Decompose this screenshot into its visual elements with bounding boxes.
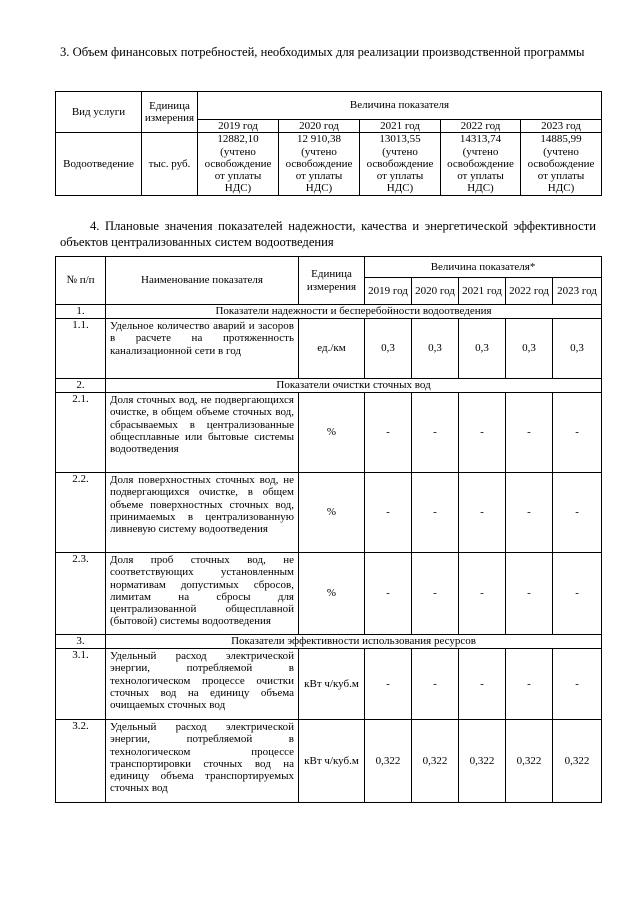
header-year: 2019 год [365,278,412,305]
table-row [56,319,602,379]
section-3-title: 3. Объем финансовых потребностей, необходимых для реализации производственной программы [60,45,585,59]
row-value: - [365,473,412,553]
header-year: 2021 год [459,278,506,305]
row-value: - [553,393,602,473]
row-num: 3.1. [56,649,106,720]
table-row [56,720,602,803]
header-year: 2020 год [279,120,360,133]
row-name: Удельный расход электрической энергии, потребляемой в технологическом процессе очистки сточных вод на единицу объема очищаемых сточных вод [106,649,299,720]
row-value: - [553,649,602,720]
group-title: Показатели надежности и бесперебойности водоотведения [106,305,602,319]
header-num: № п/п [56,257,106,305]
row-value: 0,322 [506,720,553,803]
row-value: 0,3 [553,319,602,379]
group-num: 3. [56,635,106,649]
header-name: Наименование показателя [106,257,299,305]
group-row [56,305,602,319]
header-value: Величина показателя* [365,257,602,278]
row-value: 0,322 [412,720,459,803]
row-num: 2.1. [56,393,106,473]
table-row [56,649,602,720]
row-unit: кВт ч/куб.м [299,720,365,803]
header-unit: Единица измерения [142,92,198,133]
row-unit: ед./км [299,319,365,379]
header-service: Вид услуги [56,92,142,133]
table-row [56,133,602,195]
header-unit: Единица измерения [299,257,365,305]
row-value: 0,322 [365,720,412,803]
header-year: 2022 год [506,278,553,305]
row-value: - [412,393,459,473]
group-row [56,635,602,649]
header-year: 2019 год [198,120,279,133]
header-year: 2022 год [441,120,521,133]
row-unit: % [299,473,365,553]
unit-cell: тыс. руб. [142,133,198,195]
section-4-title: 4. Плановые значения показателей надежности, качества и энергетической эффективности объектов централизованных систем водоотведения [60,219,596,249]
row-unit: % [299,553,365,635]
row-value: - [412,649,459,720]
row-num: 2.3. [56,553,106,635]
row-name: Удельное количество аварий и засоров в расчете на протяженность канализационной сети в год [106,319,299,379]
row-unit: % [299,393,365,473]
row-name: Доля поверхностных сточных вод, не подвергающихся очистке, в общем объеме поверхностных сточных вод, принимаемых в централизованную ливневую систему водоотведения [106,473,299,553]
group-title: Показатели очистки сточных вод [106,379,602,393]
row-value: - [412,553,459,635]
row-value: - [553,473,602,553]
row-num: 1.1. [56,319,106,379]
value-cell: 14885,99 (учтено освобождение от уплаты НДС) [521,133,602,195]
value-cell: 14313,74 (учтено освобождение от уплаты НДС) [441,133,521,195]
value-cell: 12 910,38 (учтено освобождение от уплаты НДС) [279,133,360,195]
row-value: - [459,393,506,473]
row-value: 0,3 [412,319,459,379]
service-cell: Водоотведение [56,133,142,195]
header-year: 2020 год [412,278,459,305]
group-row [56,379,602,393]
indicators-table [55,256,602,803]
row-value: - [506,649,553,720]
row-value: 0,322 [459,720,506,803]
row-num: 2.2. [56,473,106,553]
row-value: 0,3 [459,319,506,379]
value-cell: 13013,55 (учтено освобождение от уплаты НДС) [360,133,441,195]
row-value: - [365,649,412,720]
row-name: Доля сточных вод, не подвергающихся очистке, в общем объеме сточных вод, сбрасываемых в централизованные общесплавные или бытовые системы водоотведения [106,393,299,473]
group-title: Показатели эффективности использования ресурсов [106,635,602,649]
header-year: 2023 год [553,278,602,305]
table-row [56,393,602,473]
table-row [56,553,602,635]
header-year: 2021 год [360,120,441,133]
row-value: - [412,473,459,553]
financial-needs-table [55,91,602,196]
row-value: 0,322 [553,720,602,803]
table-row [56,473,602,553]
group-num: 1. [56,305,106,319]
row-name: Удельный расход электрической энергии, потребляемой в технологическом процессе транспортировки сточных вод на единицу объема транспортируемых сточных вод [106,720,299,803]
header-year: 2023 год [521,120,602,133]
row-value: 0,3 [506,319,553,379]
row-value: - [506,393,553,473]
row-value: - [459,473,506,553]
row-value: - [365,553,412,635]
row-value: - [506,473,553,553]
row-value: - [365,393,412,473]
row-value: 0,3 [365,319,412,379]
row-value: - [506,553,553,635]
value-cell: 12882,10 (учтено освобождение от уплаты НДС) [198,133,279,195]
group-num: 2. [56,379,106,393]
row-value: - [553,553,602,635]
row-num: 3.2. [56,720,106,803]
row-value: - [459,553,506,635]
row-name: Доля проб сточных вод, не соответствующих установленным нормативам допустимых сбросов, лимитам на сбросы для централизованной общесплавной (бытовой) системы водоотведения [106,553,299,635]
header-value: Величина показателя [198,92,602,120]
row-value: - [459,649,506,720]
row-unit: кВт ч/куб.м [299,649,365,720]
